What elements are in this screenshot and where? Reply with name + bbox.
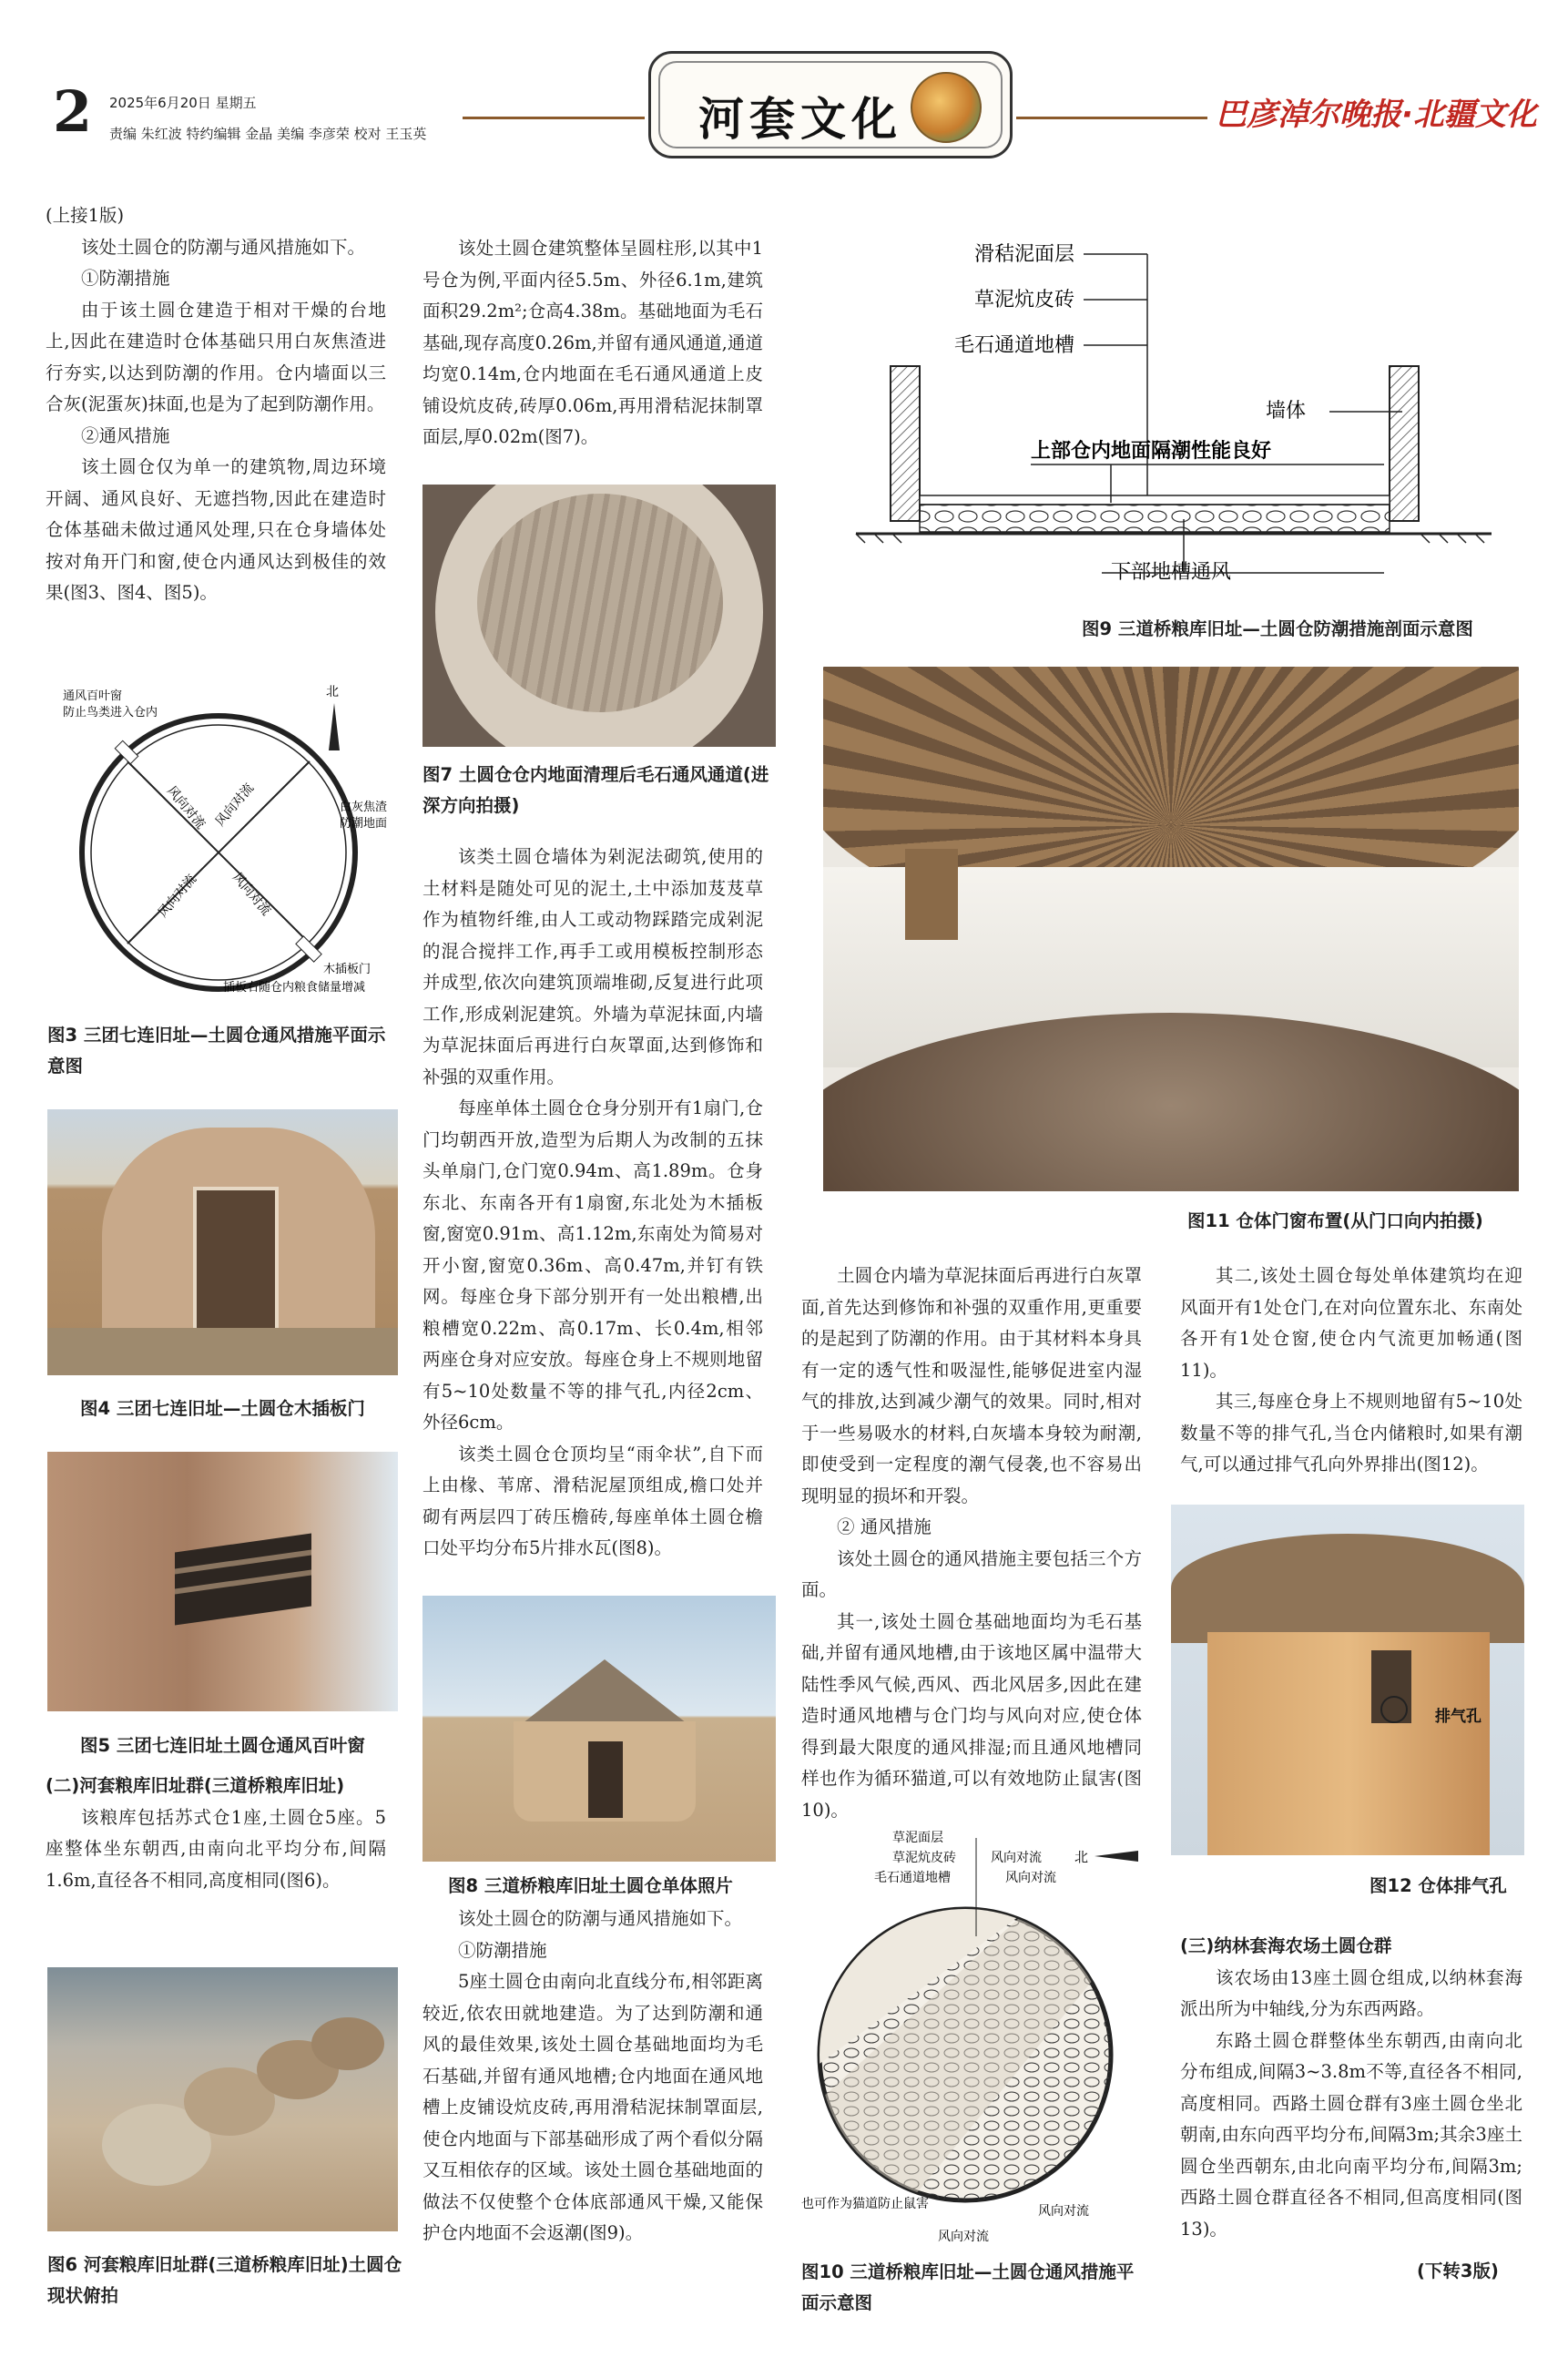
fig9-label-2: 草泥炕皮砖 — [974, 289, 1075, 311]
paragraph: 每座单体土圆仓仓身分别开有1扇门,仓门均朝西开放,造型为后期人为改制的五抹头单扇门,仓门宽0.94m、高1.89m。仓身东北、东南各开有1扇窗,东北处为木插板窗,窗宽0.91m、高1.12m,东南处为简易对开小窗,窗宽0.36m、高0.47m,并钉有铁网。每座仓身下部分别开有一处出粮槽,出粮槽宽0.22m、高0.17m、长0.4m,相邻两座仓身对应安放。每座仓身上不规则地留有5~10处数量不等的排气孔,内径2cm、外径6cm。 — [423, 1097, 763, 1433]
header-rule-right — [1016, 117, 1207, 119]
paragraph: 其三,每座仓身上不规则地留有5~10处数量不等的排气孔,当仓内储粮时,如果有潮气,可以通过排气孔向外界排出(图12)。 — [1180, 1391, 1522, 1475]
newspaper-brand: 巴彦淖尔晚报·北疆文化 — [1216, 97, 1537, 133]
paragraph: 该粮库包括苏式仓1座,土圆仓5座。5座整体坐东朝西,由南向北平均分布,间隔1.6m,直径各不相同,高度相同(图6)。 — [46, 1806, 386, 1891]
figure-4-photo — [47, 1109, 398, 1375]
paragraph: 由于该土圆仓建造于相对干燥的台地上,因此在建造时仓体基础只用白灰焦渣进行夯实,以达到防潮的作用。仓内墙面以三合灰(泥蛋灰)抹面,也是为了起到防潮作用。 — [46, 299, 386, 414]
fig10-label-2: 草泥炕皮砖 — [892, 1851, 956, 1865]
figure-12-caption: 图12 仓体排气孔 — [1369, 1875, 1507, 1896]
fig10-label-1: 草泥面层 — [892, 1831, 943, 1845]
paragraph: 该土圆仓仅为单一的建筑物,周边环境开阔、通风良好、无遮挡物,因此在建造时仓体基础未做过通风处理,只在仓身墙体处按对角开门和窗,使仓内通风达到极佳的效果(图3、图4、图5)。 — [46, 456, 386, 603]
fig10-label-8: 风向对流 — [1038, 2204, 1089, 2219]
continued-to-note: (下转3版) — [1417, 2261, 1499, 2281]
subheading: ①防潮措施 — [81, 268, 170, 289]
paragraph: 该处土圆仓的通风措施主要包括三个方面。 — [801, 1547, 1142, 1600]
figure-3-caption: 图3 三团七连旧址—土圆仓通风措施平面示意图 — [47, 1025, 386, 1077]
page-number: 2 — [53, 78, 93, 145]
paragraph: 其二,该处土圆仓每处单体建筑均在迎风面开有1处仓门,在对向位置东北、东南处各开有1处仓窗,使仓内气流更加畅通(图11)。 — [1180, 1265, 1522, 1381]
section-2-title: (二)河套粮库旧址群(三道桥粮库旧址) — [46, 1775, 345, 1796]
fig3-wind-label: 风向对流 — [163, 783, 209, 832]
fig9-label-1: 滑秸泥面层 — [974, 243, 1075, 266]
fig3-label-door2: 插板右随仓内粮食储量增减 — [223, 981, 366, 995]
fig3-wind-label: 风向对流 — [155, 872, 200, 921]
figure-7-photo — [423, 485, 776, 747]
fig10-label-4: 风向对流 — [991, 1851, 1042, 1865]
fig10-label-5: 风向对流 — [1005, 1871, 1056, 1885]
paragraph: 该类土圆仓墙体为剁泥法砌筑,使用的土材料是随处可见的泥土,土中添加芨芨草作为植物纤维,由人工或动物踩踏完成剁泥的混合搅拌工作,再手工或用模板控制形态并成型,依次向建筑顶端堆砌,反复进行此项工作,形成剁泥建筑。外墙为草泥抹面,内墙为草泥抹面后再进行白灰罩面,达到修饰和补强的双重作用。 — [423, 846, 763, 1087]
subheading: ②通风措施 — [81, 424, 170, 446]
figure-6-caption: 图6 河套粮库旧址群(三道桥粮库旧址)土圆仓现状俯拍 — [47, 2254, 402, 2306]
fig3-label-door: 木插板门 — [323, 963, 372, 976]
fig10-label-9: 风向对流 — [938, 2230, 989, 2244]
figure-5-caption: 图5 三团七连旧址土圆仓通风百叶窗 — [80, 1735, 365, 1756]
fig10-north-label: 北 — [1074, 1849, 1089, 1865]
date-line: 2025年6月20日 星期五 — [109, 95, 257, 111]
continued-note: (上接1版) — [46, 205, 125, 226]
map-emblem-icon — [911, 72, 982, 143]
figure-10-ventilation-diagram — [801, 1827, 1147, 2246]
fig9-label-6: 下部地槽通风 — [1111, 561, 1232, 584]
column-2-bottom — [423, 1904, 763, 2250]
paragraph: 该处土圆仓建筑整体呈圆柱形,以其中1号仓为例,平面内径5.5m、外径6.1m,建筑面积29.2m²;仓高4.38m。基础地面为毛石基础,现存高度0.26m,并留有通风通道,通道均宽0.14m,仓内地面在毛石通风通道上皮铺设炕皮砖,砖厚0.06m,再用滑秸泥抹制罩面层,厚0.02m(图7)。 — [423, 238, 763, 447]
figure-12-photo — [1171, 1505, 1524, 1855]
figure-8-photo — [423, 1596, 776, 1862]
fig9-label-3: 毛石通道地槽 — [954, 334, 1075, 357]
figure-9-section-diagram — [838, 230, 1512, 612]
figure-8-caption: 图8 三道桥粮库旧址土圆仓单体照片 — [448, 1875, 733, 1896]
editor-line: 责编 朱红波 特约编辑 金晶 美编 李彦荣 校对 王玉英 — [109, 126, 427, 142]
figure-4-caption: 图4 三团七连旧址—土圆仓木插板门 — [80, 1398, 365, 1419]
paragraph: 该类土圆仓仓顶均呈“雨伞状”,自下而上由椽、苇席、滑秸泥屋顶组成,檐口处并砌有两层四丁砖压檐砖,每座单体土圆仓檐口处平均分布5片排水瓦(图8)。 — [423, 1443, 763, 1558]
column-4-bottom — [1180, 1931, 1522, 2245]
fig10-label-3: 毛石通道地槽 — [874, 1871, 951, 1885]
column-4-top — [1180, 1261, 1522, 1481]
paragraph: 其一,该处土圆仓基础地面均为毛石基础,并留有通风地槽,由于该地区属中温带大陆性季风气候,西风、西北风居多,因此在建造时通风地槽与仓门均与风向对应,使仓体得到最大限度的通风排湿;而且通风地槽同样也作为循环猫道,可以有效地防止鼠害(图10)。 — [801, 1610, 1142, 1821]
north-arrow-icon — [329, 703, 340, 750]
paragraph: 该处土圆仓的防潮与通风措施如下。 — [81, 236, 366, 258]
fig10-label-7: 也可作为猫道防止鼠害 — [801, 2197, 929, 2211]
figure-11-photo — [823, 667, 1519, 1191]
paragraph: 该处土圆仓的防潮与通风措施如下。 — [458, 1908, 743, 1929]
section-3-title: (三)纳林套海农场土圆仓群 — [1180, 1935, 1392, 1956]
fig3-label-window: 通风百叶窗 — [63, 689, 123, 703]
paragraph: 5座土圆仓由南向北直线分布,相邻距离较近,依农田就地建造。为了达到防潮和通风的最佳效果,该处土圆仓基础地面均为毛石基础,并留有通风地槽;仓内地面在通风地槽上皮铺设炕皮砖,再用滑秸泥抹制罩面层,使仓内地面与下部基础形成了两个看似分隔又互相依存的区域。该处土圆仓基础地面的做法不仅使整个仓体底部通风干燥,又能保护仓内地面不会返潮(图9)。 — [423, 1971, 763, 2243]
column-3 — [801, 1261, 1142, 1826]
figure-7-caption: 图7 土圆仓仓内地面清理后毛石通风通道(进深方向拍摄) — [423, 764, 769, 816]
subheading: ② 通风措施 — [837, 1516, 932, 1537]
figure-10-caption: 图10 三道桥粮库旧址—土圆仓通风措施平面示意图 — [801, 2261, 1135, 2313]
fig3-label-window2: 防止鸟类进入仓内 — [63, 706, 158, 720]
figure-9-caption: 图9 三道桥粮库旧址—土圆仓防潮措施剖面示意图 — [1082, 618, 1473, 639]
figure-5-photo — [47, 1452, 398, 1711]
fig3-north-label: 北 — [326, 685, 339, 699]
fig3-label-floor: 白灰焦渣 — [340, 801, 388, 814]
column-2-top — [423, 233, 763, 454]
fig3-wind-label: 风向对流 — [212, 781, 258, 830]
fig9-label-4: 墙体 — [1266, 400, 1307, 423]
paragraph: 该农场由13座土圆仓组成,以纳林套海派出所为中轴线,分为东西两路。 — [1180, 1966, 1522, 2019]
fig3-wind-label: 风向对流 — [229, 870, 274, 919]
north-arrow-icon — [1095, 1851, 1138, 1862]
paragraph: 东路土圆仓群整体坐东朝西,由南向北分布组成,间隔3~3.8m不等,直径各不相同,高度相同。西路土圆仓群有3座土圆仓坐北朝南,由东向西平均分布,间隔3m;其余3座土圆仓坐西朝东,由北向南平均分布,间隔3m;西路土圆仓群直径各不相同,但高度相同(图13)。 — [1180, 2029, 1522, 2240]
figure-11-caption: 图11 仓体门窗布置(从门口向内拍摄) — [1187, 1210, 1483, 1231]
figure-6-photo — [47, 1967, 398, 2231]
column-1-top — [46, 200, 386, 609]
column-1-bottom — [46, 1771, 386, 1896]
fig3-label-floor2: 防潮地面 — [340, 817, 388, 831]
paragraph: 土圆仓内墙为草泥抹面后再进行白灰罩面,首先达到修饰和补强的双重作用,更重要的是起到了防潮的作用。由于其材料本身具有一定的透气性和吸湿性,能够促进室内湿气的排放,达到减少潮气的效果。同时,相对于一些易吸水的材料,白灰墙本身较为耐潮,即使受到一定程度的潮气侵袭,也不容易出现明显的损坏和开裂。 — [801, 1265, 1142, 1506]
column-2-middle — [423, 842, 763, 1565]
subheading: ①防潮措施 — [458, 1939, 547, 1961]
figure-3-ventilation-diagram — [50, 681, 414, 1000]
fig12-vent-label: 排气孔 — [1435, 1708, 1481, 1726]
header-rule-left — [463, 117, 645, 119]
fig9-label-5: 上部仓内地面隔潮性能良好 — [1031, 440, 1272, 463]
section-title: 河套文化 — [698, 93, 902, 146]
section-banner — [648, 51, 1013, 158]
